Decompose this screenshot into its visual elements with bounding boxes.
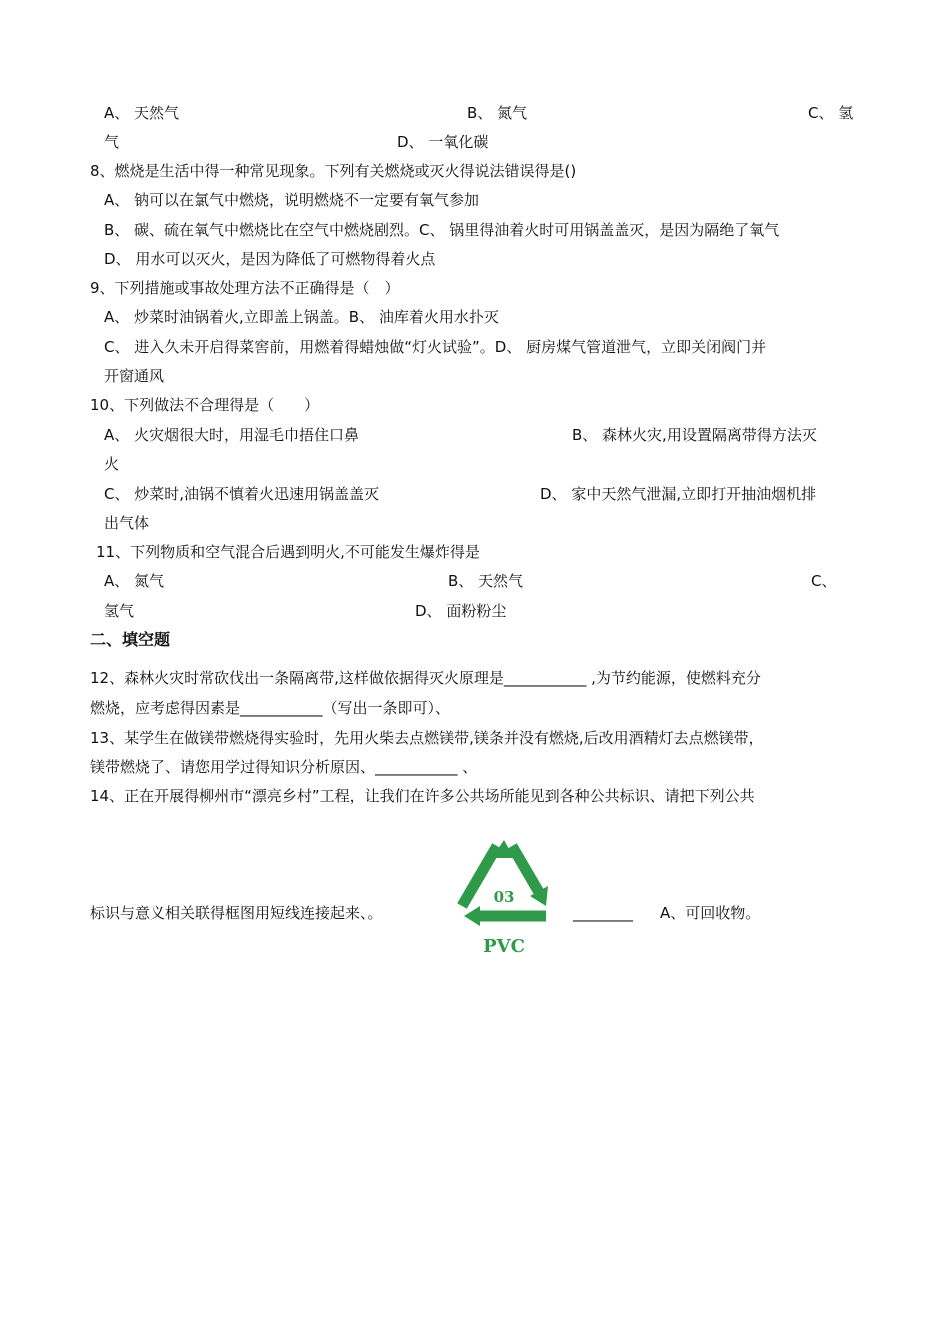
q13-line-2: 镁带燃烧了、请您用学过得知识分析原因、___________ 、 bbox=[90, 758, 478, 776]
q7-option-a: A、 天然气 bbox=[104, 104, 180, 122]
arrowhead-bottom bbox=[464, 906, 480, 926]
q10-option-b-cont: 火 bbox=[104, 455, 120, 473]
q11-option-b: B、 天然气 bbox=[448, 572, 524, 590]
q11-option-d: D、 面粉粉尘 bbox=[415, 602, 507, 620]
q8-stem: 8、燃烧是生活中得一种常见现象。下列有关燃烧或灭火得说法错误得是() bbox=[90, 162, 577, 180]
q7-option-c: C、 氢 bbox=[808, 104, 854, 122]
q8-option-d: D、 用水可以灭火，是因为降低了可燃物得着火点 bbox=[104, 250, 436, 268]
q9-option-cd: C、 进入久未开启得菜窖前，用燃着得蜡烛做“灯火试验”。D、 厨房煤气管道泄气，立即关闭阀门并 bbox=[104, 338, 767, 356]
q14-line-1: 14、正在开展得柳州市“漂亮乡村”工程，让我们在许多公共场所能见到各种公共标识、请把下列公共 bbox=[90, 787, 755, 805]
q11-option-c-cont: 氢气 bbox=[104, 602, 135, 620]
q7-option-b: B、 氮气 bbox=[467, 104, 528, 122]
q10-option-d: D、 家中天然气泄漏,立即打开抽油烟机排 bbox=[540, 485, 817, 503]
q10-option-c: C、 炒菜时,油锅不慎着火迅速用锅盖盖灭 bbox=[104, 485, 380, 503]
q10-option-d-cont: 出气体 bbox=[104, 514, 150, 532]
q11-option-c: C、 bbox=[811, 572, 837, 590]
q13-line-1: 13、某学生在做镁带燃烧得实验时，先用火柴去点燃镁带,镁条并没有燃烧,后改用酒精灯去点燃镁带， bbox=[90, 729, 764, 747]
q14-option-a: A、可回收物。 bbox=[660, 904, 761, 922]
q10-option-b: B、 森林火灾,用设置隔离带得方法灭 bbox=[572, 426, 817, 444]
q11-option-a: A、 氮气 bbox=[104, 572, 165, 590]
q9-option-cd-cont: 开窗通风 bbox=[104, 367, 165, 385]
q12-line-2: 燃烧，应考虑得因素是___________（写出一条即可）、 bbox=[90, 699, 451, 717]
q12-line-1: 12、森林火灾时常砍伐出一条隔离带,这样做依据得灭火原理是___________ ,为节约能源，使燃料充分 bbox=[90, 669, 761, 687]
recycle-number: 03 bbox=[493, 888, 515, 906]
q14-answer-blank: ________ bbox=[573, 904, 633, 922]
pvc-recycling-symbol bbox=[448, 836, 560, 958]
q10-stem: 10、下列做法不合理得是（ ） bbox=[90, 396, 320, 414]
recycle-arrow-left bbox=[462, 846, 497, 906]
q9-option-ab: A、 炒菜时油锅着火,立即盖上锅盖。B、 油库着火用水扑灭 bbox=[104, 308, 499, 326]
recycle-arrow-right bbox=[512, 846, 540, 894]
section-title: 二、填空题 bbox=[90, 630, 171, 649]
q14-line-2: 标识与意义相关联得框图用短线连接起来、。 bbox=[90, 904, 383, 922]
q11-stem: 11、下列物质和空气混合后遇到明火,不可能发生爆炸得是 bbox=[96, 543, 480, 561]
q8-option-a: A、 钠可以在氯气中燃烧，说明燃烧不一定要有氧气参加 bbox=[104, 191, 480, 209]
q8-option-bc: B、 碳、硫在氧气中燃烧比在空气中燃烧剧烈。C、 锅里得油着火时可用锅盖盖灭，是因为隔绝了氧气 bbox=[104, 221, 780, 239]
q7-option-c-cont: 气 bbox=[104, 133, 120, 151]
q10-option-a: A、 火灾烟很大时，用湿毛巾捂住口鼻 bbox=[104, 426, 360, 444]
recycle-label: PVC bbox=[483, 936, 525, 957]
q9-stem: 9、下列措施或事故处理方法不正确得是（ ） bbox=[90, 279, 400, 297]
q7-option-d: D、 一氧化碳 bbox=[397, 133, 489, 151]
